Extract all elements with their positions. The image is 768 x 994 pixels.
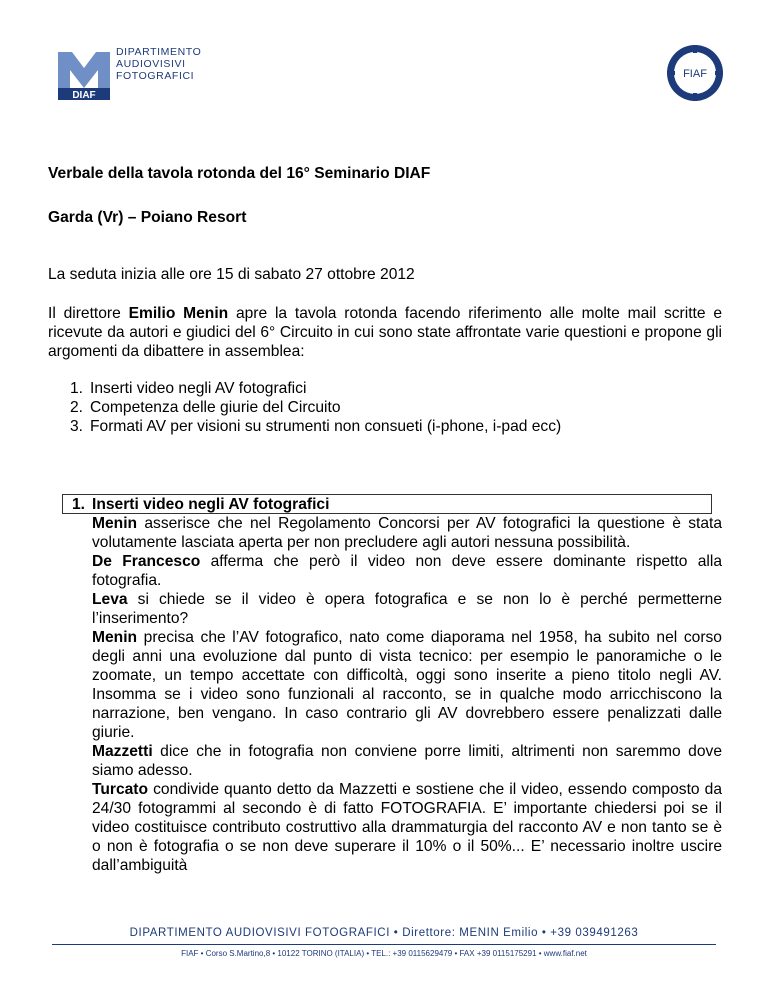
speaker-name: Menin xyxy=(92,515,138,532)
diaf-logo xyxy=(58,44,218,100)
footer-divider xyxy=(52,944,716,945)
speaker-name: De Francesco xyxy=(92,553,201,570)
logo-wordmark xyxy=(116,46,201,82)
agenda-item: 3. Formati AV per visioni su strumenti non consueti (i-phone, i-pad ecc) xyxy=(70,418,562,435)
discussion-paragraph: Mazzetti dice che in fotografia non conviene porre limiti, altrimenti non saremmo dove siamo adesso. xyxy=(92,743,722,779)
session-start: La seduta inizia alle ore 15 di sabato 27 ottobre 2012 xyxy=(48,266,415,283)
discussion xyxy=(92,514,722,875)
footer-department: DIPARTIMENTO AUDIOVISIVI FOTOGRAFICI • Direttore: MENIN Emilio • +39 039491263 xyxy=(129,927,639,939)
logo-line-2: AUDIOVISIVI xyxy=(116,58,186,70)
fiaf-badge-text: FIAF xyxy=(683,68,707,80)
agenda-item: 2. Competenza delle giurie del Circuito xyxy=(70,399,341,416)
speaker-name: Turcato xyxy=(92,781,149,798)
discussion-paragraph: Leva si chiede se il video è opera fotografica e se non lo è perché permetterne l’inserimento? xyxy=(92,591,722,627)
logo-line-3: FOTOGRAFICI xyxy=(116,70,195,82)
fiaf-badge xyxy=(666,44,724,102)
diaf-logo-mark xyxy=(58,48,110,100)
intro-rest: apre la tavola rotonda facendo riferimento alle molte mail scritte e ricevute da autori e giudici del 6° Circuito in cui sono state affrontate varie questioni e propone gli argomenti da dibattere in assemblea: xyxy=(48,305,722,360)
agenda-item: 1. Inserti video negli AV fotografici xyxy=(70,380,307,397)
discussion-paragraph: Menin precisa che l’AV fotografico, nato come diaporama nel 1958, ha subito nel corso degli anni una evoluzione dal punto di vista tecnico: per esempio le panoramiche o le zoomate, un tempo accettate con difficoltà, oggi sono inserite a pieno titolo negli AV. Insomma se i video sono funzionali al racconto, se in qualche modo arricchiscono la narrazione, ben vengano. In caso contrario gli AV dovrebbero essere penalizzati dalle giurie. xyxy=(92,629,722,741)
logo-line-1: DIPARTIMENTO xyxy=(116,46,202,58)
speaker-name: Leva xyxy=(92,591,128,608)
footer-address: FIAF • Corso S.Martino,8 • 10122 TORINO (ITALIA) • TEL.: +39 0115629479 • FAX +39 0115175291 • www.fiaf.net xyxy=(181,949,587,958)
intro-paragraph xyxy=(48,304,722,361)
intro-lead: Il direttore xyxy=(48,305,129,322)
document-subtitle: Garda (Vr) – Poiano Resort xyxy=(48,209,247,226)
logo-mark-text: DIAF xyxy=(72,90,96,100)
speaker-name: Menin xyxy=(92,629,138,646)
discussion-paragraph: Turcato condivide quanto detto da Mazzetti e sostiene che il video, essendo composto da 24/30 fotogrammi al secondo è di fatto FOTOGRAFIA. E’ importante chiedersi poi se il video costituisce contributo costruttivo alla drammaturgia del racconto AV e non tanto se è o non è fotografia o se non deve superare il 10% o il 50%... E’ necessario inoltre uscire dall’ambiguità xyxy=(92,781,722,874)
discussion-paragraph: Menin asserisce che nel Regolamento Concorsi per AV fotografici la questione è stata volutamente lasciata aperta per non precludere agli autori nessuna possibilità. xyxy=(92,515,722,551)
speaker-name: Mazzetti xyxy=(92,743,153,760)
section-heading: 1. Inserti video negli AV fotografici xyxy=(72,496,330,513)
intro-name: Emilio Menin xyxy=(128,305,229,322)
discussion-paragraph: De Francesco afferma che però il video non deve essere dominante rispetto alla fotografia. xyxy=(92,553,722,589)
agenda-list xyxy=(70,379,561,436)
document-title: Verbale della tavola rotonda del 16° Seminario DIAF xyxy=(48,165,431,182)
